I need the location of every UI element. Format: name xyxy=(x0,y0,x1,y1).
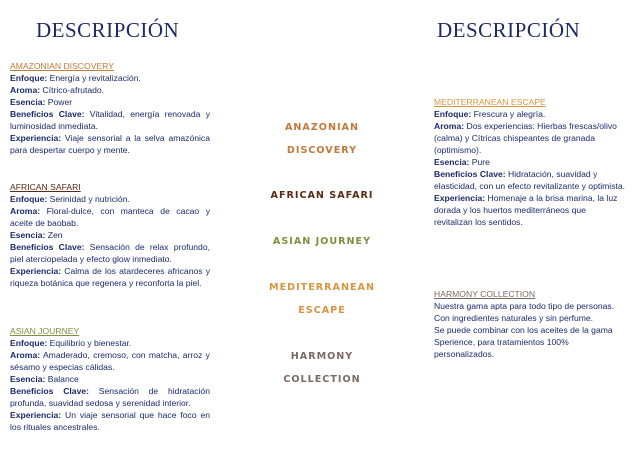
middle-label-asian: ASIAN JOURNEY xyxy=(272,236,372,247)
entry-esencia: Esencia: Pure xyxy=(434,157,490,167)
entry-african xyxy=(10,181,210,289)
entry-title: MEDITERRANEAN ESCAPE xyxy=(434,97,546,107)
entry-esencia: Esencia: Zen xyxy=(10,230,63,240)
entry-aroma: Aroma: Dos experiencias: Hierbas frescas/olivo (calma) y Cítricas chispeantes de granada (optimismo). xyxy=(434,121,617,155)
entry-enfoque: Enfoque: Energía y revitalización. xyxy=(10,73,141,83)
entry-title: AFRICAN SAFARI xyxy=(10,182,81,192)
entry-experiencia: Experiencia: Homenaje a la brisa marina, la luz dorada y los huertos mediterráneos que revitalizan los sentidos. xyxy=(434,193,618,227)
entry-title: HARMONY COLLECTION xyxy=(434,289,536,299)
entry-enfoque: Enfoque: Equilibrio y bienestar. xyxy=(10,338,132,348)
entry-harmony xyxy=(434,288,626,360)
entry-aroma: Aroma: Floral-dulce, con manteca de cacao y aceite de baobab. xyxy=(10,206,211,228)
middle-label-harmony: HARMONY COLLECTION xyxy=(283,351,361,385)
entry-enfoque: Enfoque: Frescura y alegría. xyxy=(434,109,546,119)
entry-beneficios: Beneficios Clave: Hidratación, suavidad y elasticidad, con un efecto revitalizante y optimista. xyxy=(434,169,626,191)
entry-beneficios: Beneficios Clave: Vitalidad, energía renovada y luminosidad inmediata. xyxy=(10,109,211,131)
entry-beneficios: Beneficios Clave: Sensación de relax profundo, piel aterciopelada y efecto glow inmediato. xyxy=(10,242,211,264)
heading-left: DESCRIPCIÓN xyxy=(36,18,180,42)
entry-beneficios: Beneficios Clave: Sensación de hidratación profunda, suavidad sedosa y serenidad interior. xyxy=(10,386,210,408)
entry-mediterranean xyxy=(434,96,626,228)
entry-aroma: Aroma: Cítrico-afrutado. xyxy=(10,85,105,95)
entry-title: AMAZONIAN DISCOVERY xyxy=(10,61,114,71)
harmony-text-1: Nuestra gama apta para todo tipo de personas. Con ingredientes naturales y sin perfume. xyxy=(434,301,615,323)
harmony-text-2: Se puede combinar con los aceites de la gama Sperience, para tratamientos 100% personalizados. xyxy=(434,325,613,359)
entry-amazonian xyxy=(10,60,210,156)
entry-experiencia: Experiencia: Calma de los atardeceres africanos y riqueza botánica que regenera y reconforta la piel. xyxy=(10,266,210,288)
entry-title: ASIAN JOURNEY xyxy=(10,326,80,336)
entry-experiencia: Experiencia: Un viaje sensorial que hace foco en los rituales ancestrales. xyxy=(10,410,211,432)
middle-label-african: AFRICAN SAFARI xyxy=(270,190,374,201)
entry-esencia: Esencia: Power xyxy=(10,97,73,107)
entry-asian xyxy=(10,325,210,433)
middle-label-mediterranean: MEDITERRANEAN ESCAPE xyxy=(269,282,375,316)
heading-right: DESCRIPCIÓN xyxy=(437,18,581,42)
entry-experiencia: Experiencia: Viaje sensorial a la selva amazónica para despertar cuerpo y mente. xyxy=(10,133,211,155)
entry-esencia: Esencia: Balance xyxy=(10,374,79,384)
middle-label-amazonian: ANAZONIAN DISCOVERY xyxy=(284,122,360,156)
entry-enfoque: Enfoque: Serinidad y nutrición. xyxy=(10,194,130,204)
entry-aroma: Aroma: Amaderado, cremoso, con matcha, arroz y sésamo y especias cálidas. xyxy=(10,350,210,372)
